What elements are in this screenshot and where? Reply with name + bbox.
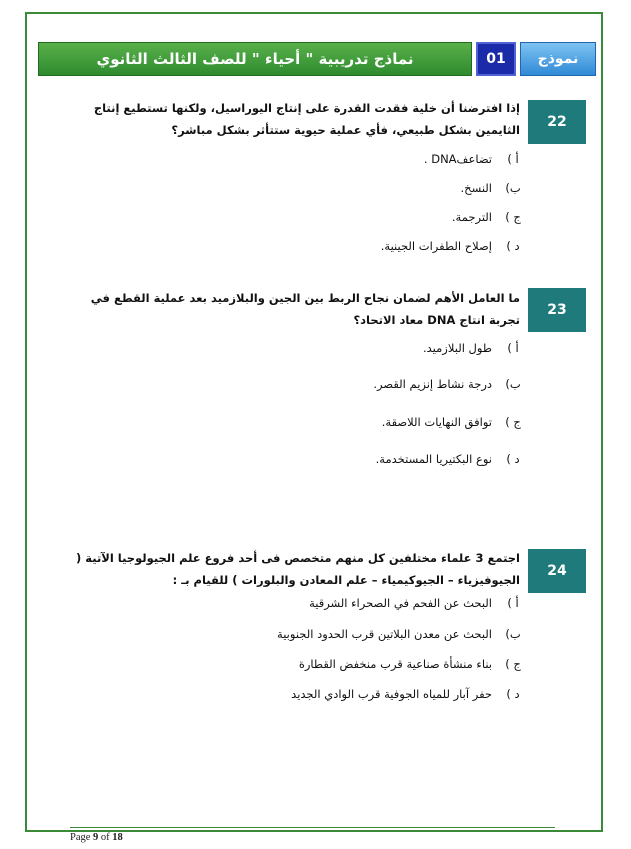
page-word: Page <box>70 832 91 843</box>
question-number-22: 22 <box>528 100 586 144</box>
question-number-23: 23 <box>528 288 586 332</box>
option-text: طول البلازميد. <box>422 341 492 355</box>
option-24-b[interactable] <box>277 627 524 641</box>
question-text-23: ما العامل الأهم لضمان نجاح الربط بين الجين والبلازميد بعد عملية القطع في تجربة انتاج DNA معاد الاتحاد؟ <box>90 291 520 327</box>
option-text: البحث عن معدن البلاتين قرب الحدود الجنوبية <box>277 627 492 641</box>
option-text: الترجمة. <box>451 210 492 224</box>
model-number: 01 <box>476 42 516 76</box>
question-text-24: اجتمع 3 علماء مختلفين كل منهم متخصص فى أحد فروع علم الجيولوجيا الآتية ( الجيوفيزياء – الجيوكيمياء – علم المعادن والبلورات ) للقيام بـ : <box>76 551 520 587</box>
option-22-c[interactable] <box>452 210 524 224</box>
option-text: بناء منشأة صناعية قرب منخفض القطارة <box>298 657 492 671</box>
option-text: درجة نشاط إنزيم القصر. <box>373 377 492 391</box>
option-23-d[interactable] <box>376 452 524 466</box>
question-text-22: إذا افترضنا أن خلية فقدت القدرة على إنتاج اليوراسيل، ولكنها تستطيع إنتاج الثايمين بشكل طبيعي، فأي عملية حيوية ستتأثر بشكل مباشر؟ <box>93 101 520 137</box>
option-text: توافق النهايات اللاصقة. <box>381 415 492 429</box>
option-24-a[interactable] <box>309 596 524 610</box>
header-title: نماذج تدريبية " أحياء " للصف الثالث الثانوي <box>38 42 472 76</box>
of-word: of <box>100 832 110 843</box>
option-letter: د ) <box>506 687 520 701</box>
option-letter: ج ) <box>505 657 521 671</box>
option-letter: ج ) <box>505 210 521 224</box>
option-22-a[interactable] <box>424 152 524 166</box>
footer-divider <box>70 827 555 828</box>
option-text: حفر آبار للمياه الجوفية قرب الوادي الجديد <box>291 687 492 701</box>
option-text: نوع البكتيريا المستخدمة. <box>375 452 492 466</box>
option-23-c[interactable] <box>382 415 524 429</box>
question-number-24: 24 <box>528 549 586 593</box>
option-22-b[interactable] <box>460 181 524 195</box>
total-pages: 18 <box>112 832 123 843</box>
model-label: نموذج <box>520 42 596 76</box>
option-letter: أ ) <box>507 341 519 355</box>
option-letter: د ) <box>506 239 520 253</box>
option-22-d[interactable] <box>381 239 524 253</box>
option-letter: أ ) <box>507 596 519 610</box>
page-footer <box>70 832 123 843</box>
option-24-c[interactable] <box>299 657 524 671</box>
option-23-b[interactable] <box>373 377 524 391</box>
option-letter: د ) <box>506 452 520 466</box>
option-letter: ب) <box>505 627 521 641</box>
option-text: إصلاح الطفرات الجينية. <box>380 239 492 253</box>
current-page: 9 <box>93 832 99 843</box>
option-letter: ب) <box>505 181 521 195</box>
option-text: تضاعفDNA . <box>423 152 492 166</box>
option-letter: ب) <box>505 377 521 391</box>
option-text: النسخ. <box>460 181 492 195</box>
option-23-a[interactable] <box>423 341 524 355</box>
option-letter: أ ) <box>507 152 519 166</box>
page-header <box>38 42 596 76</box>
option-text: البحث عن الفحم في الصحراء الشرقية <box>309 596 492 610</box>
option-letter: ج ) <box>505 415 521 429</box>
option-24-d[interactable] <box>291 687 524 701</box>
